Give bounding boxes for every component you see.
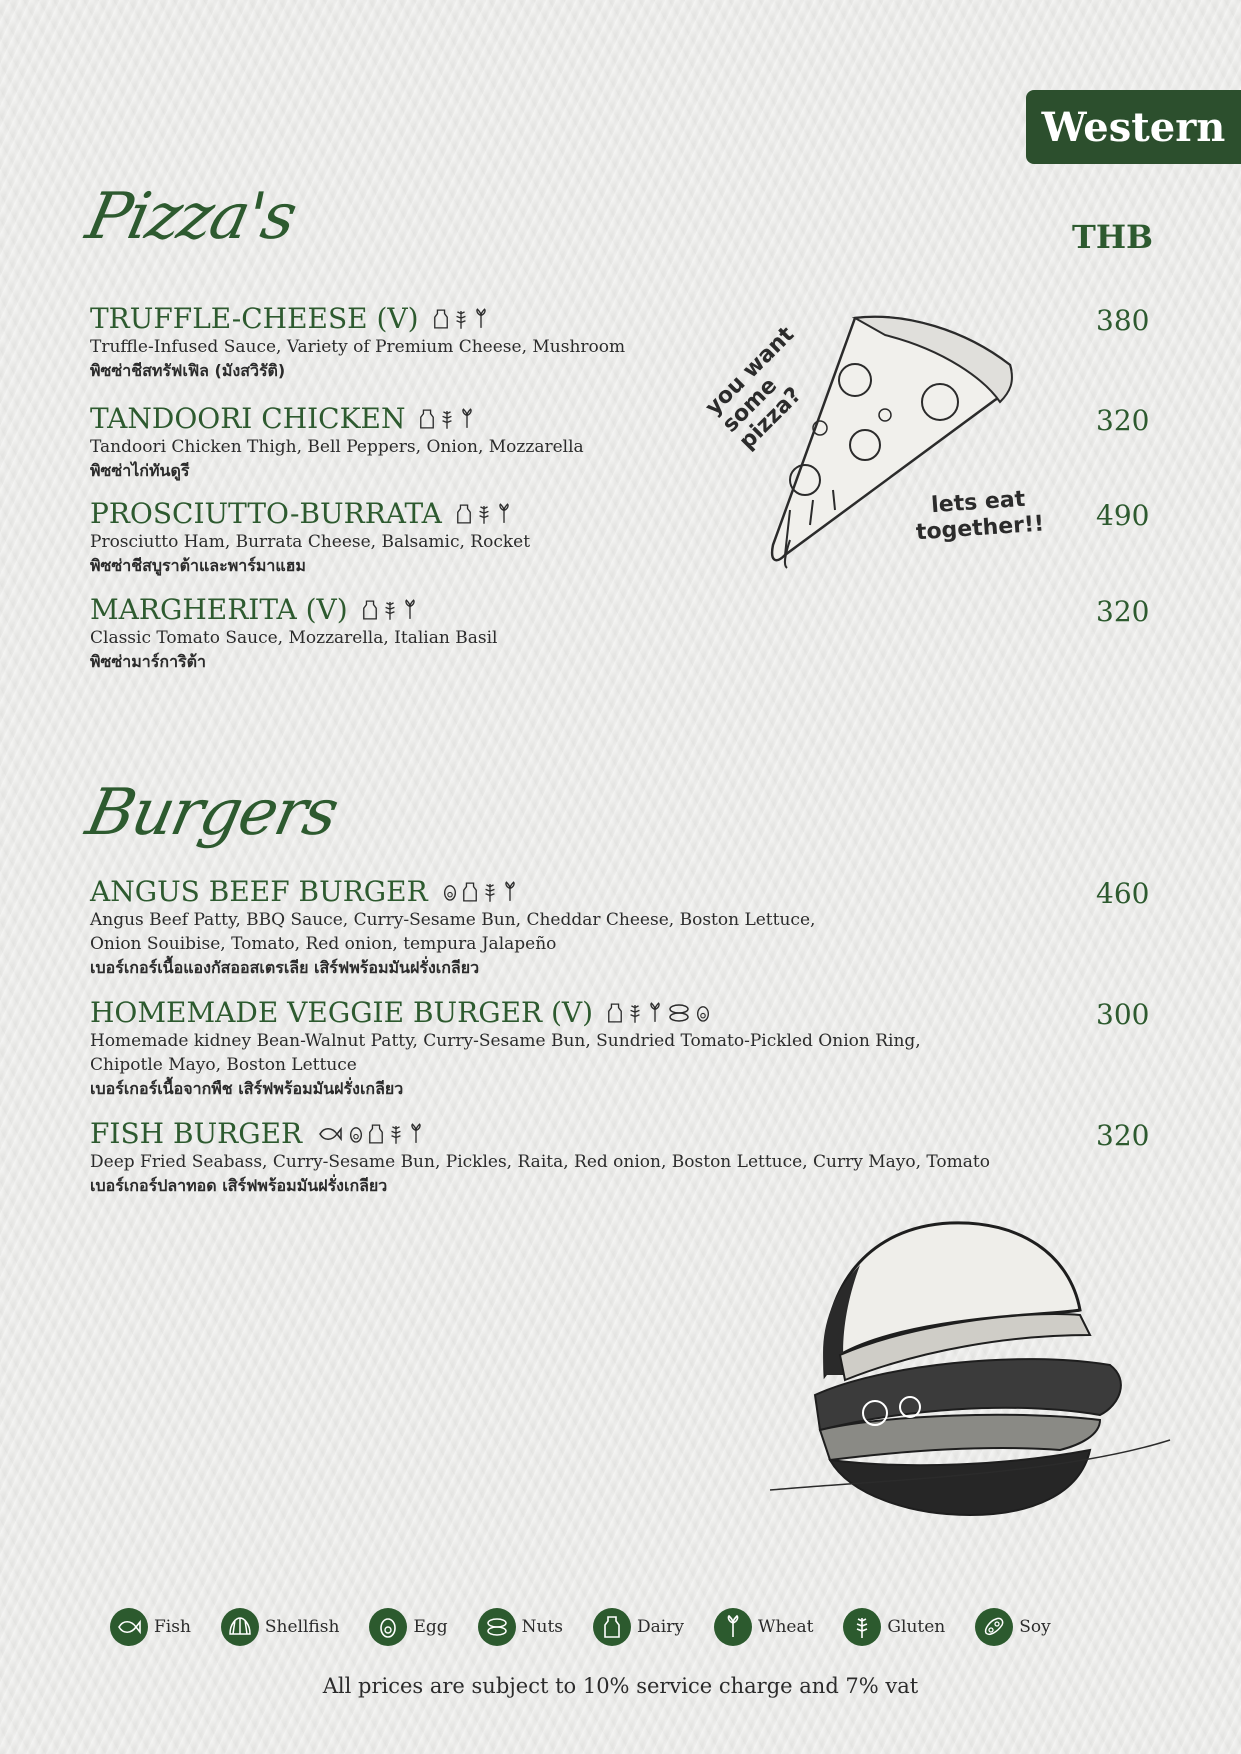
wheat-icon — [496, 502, 512, 526]
menu-item-truffle-cheese — [90, 302, 625, 383]
legend-item-shellfish: Shellfish — [221, 1608, 340, 1646]
legend-item-nuts: Nuts — [478, 1608, 563, 1646]
nuts-icon — [478, 1608, 516, 1646]
menu-item-margherita — [90, 593, 497, 674]
legend-item-dairy: Dairy — [593, 1608, 684, 1646]
legend-item-egg: Egg — [369, 1608, 447, 1646]
allergen-icons — [607, 1001, 711, 1025]
menu-item-fish-burger — [90, 1117, 990, 1198]
item-thai-name: พิซซ่ามาร์การิต้า — [90, 652, 207, 671]
wheat-icon — [473, 307, 489, 331]
nuts-icon — [667, 1002, 691, 1024]
item-thai-name: พิซซ่าชีสทรัฟเฟิล (มังสวิรัติ) — [90, 361, 286, 380]
gluten-icon — [843, 1608, 881, 1646]
currency-label: THB — [1072, 218, 1154, 256]
price-margherita: 320 — [1096, 595, 1150, 628]
egg-icon — [442, 880, 458, 904]
legend-item-wheat: Wheat — [714, 1608, 813, 1646]
menu-item-prosciutto-burrata — [90, 497, 530, 578]
item-description-2: Onion Souibise, Tomato, Red onion, tempura Jalapeño — [90, 934, 557, 954]
burger-illustration — [760, 1215, 1180, 1525]
item-description: Prosciutto Ham, Burrata Cheese, Balsamic, Rocket — [90, 532, 531, 552]
item-description-2: Chipotle Mayo, Boston Lettuce — [90, 1055, 357, 1075]
wheat-icon — [459, 407, 475, 431]
egg-icon — [369, 1608, 407, 1646]
allergen-icons — [433, 307, 489, 331]
legend-item-fish: Fish — [110, 1608, 191, 1646]
fish-icon — [110, 1608, 148, 1646]
item-description: Deep Fried Seabass, Curry-Sesame Bun, Pickles, Raita, Red onion, Boston Lettuce, Curry Mayo, Tomato — [90, 1152, 990, 1172]
allergen-legend — [110, 1608, 1150, 1646]
dairy-icon — [607, 1001, 623, 1025]
item-name: TANDOORI CHICKEN — [90, 402, 406, 435]
legend-item-soy: Soy — [975, 1608, 1051, 1646]
item-description: Truffle-Infused Sauce, Variety of Premium Cheese, Mushroom — [90, 337, 626, 357]
pizza-slice-illustration — [700, 310, 1045, 570]
menu-item-tandoori-chicken — [90, 402, 584, 483]
wheat-icon — [714, 1608, 752, 1646]
burger-icon — [760, 1215, 1180, 1525]
item-name: TRUFFLE-CHEESE (V) — [90, 302, 419, 335]
gluten-icon — [476, 502, 492, 526]
item-name: MARGHERITA (V) — [90, 593, 348, 626]
item-description: Tandoori Chicken Thigh, Bell Peppers, Onion, Mozzarella — [90, 437, 584, 457]
gluten-icon — [382, 598, 398, 622]
wheat-icon — [408, 1122, 424, 1146]
pizza-section-title: Pizza's — [80, 180, 302, 254]
shellfish-icon — [221, 1608, 259, 1646]
dairy-icon — [433, 307, 449, 331]
dairy-icon — [462, 880, 478, 904]
price-veggie-burger: 300 — [1096, 998, 1150, 1031]
wheat-icon — [502, 880, 518, 904]
menu-item-angus-beef-burger — [90, 875, 815, 980]
dairy-icon — [593, 1608, 631, 1646]
item-thai-name: พิซซ่าชีสบูราต้าและพาร์มาแฮม — [90, 556, 306, 575]
item-name: PROSCIUTTO-BURRATA — [90, 497, 442, 530]
pizza-sketch-text-2: lets eat together!! — [915, 486, 1045, 546]
price-tandoori-chicken: 320 — [1096, 404, 1150, 437]
item-name: HOMEMADE VEGGIE BURGER (V) — [90, 996, 594, 1029]
item-thai-name: เบอร์เกอร์เนื้อแองกัสออสเตรเลีย เสิร์ฟพร้อมมันฝรั่งเกลียว — [90, 958, 480, 977]
price-prosciutto-burrata: 490 — [1096, 499, 1150, 532]
gluten-icon — [439, 407, 455, 431]
allergen-icons — [442, 880, 518, 904]
gluten-icon — [482, 880, 498, 904]
gluten-icon — [627, 1001, 643, 1025]
item-description: Classic Tomato Sauce, Mozzarella, Italian Basil — [90, 628, 498, 648]
menu-item-veggie-burger — [90, 996, 921, 1101]
item-thai-name: เบอร์เกอร์ปลาทอด เสิร์ฟพร้อมมันฝรั่งเกลียว — [90, 1176, 388, 1195]
cuisine-tag: Western — [1026, 90, 1241, 164]
egg-icon — [348, 1122, 364, 1146]
item-description: Homemade kidney Bean-Walnut Patty, Curry-Sesame Bun, Sundried Tomato-Pickled Onion Ring, — [90, 1031, 921, 1051]
gluten-icon — [388, 1122, 404, 1146]
allergen-icons — [362, 598, 418, 622]
item-name: FISH BURGER — [90, 1117, 303, 1150]
item-description: Angus Beef Patty, BBQ Sauce, Curry-Sesame Bun, Cheddar Cheese, Boston Lettuce, — [90, 910, 816, 930]
item-thai-name: เบอร์เกอร์เนื้อจากพืช เสิร์ฟพร้อมมันฝรั่งเกลียว — [90, 1079, 404, 1098]
dairy-icon — [362, 598, 378, 622]
pizza-sketch-text: you want some pizza? — [700, 322, 807, 455]
price-fish-burger: 320 — [1096, 1119, 1150, 1152]
price-angus-beef-burger: 460 — [1096, 877, 1150, 910]
dairy-icon — [368, 1122, 384, 1146]
legend-item-gluten: Gluten — [843, 1608, 945, 1646]
allergen-icons — [456, 502, 512, 526]
item-name: ANGUS BEEF BURGER — [90, 875, 428, 908]
dairy-icon — [456, 502, 472, 526]
burger-section-title: Burgers — [80, 776, 343, 850]
wheat-icon — [402, 598, 418, 622]
price-truffle-cheese: 380 — [1096, 304, 1150, 337]
allergen-icons — [316, 1122, 424, 1146]
gluten-icon — [453, 307, 469, 331]
item-thai-name: พิซซ่าไก่ทันดูรี — [90, 461, 190, 480]
service-charge-note: All prices are subject to 10% service charge and 7% vat — [322, 1674, 919, 1698]
dairy-icon — [419, 407, 435, 431]
soy-icon — [975, 1608, 1013, 1646]
fish-icon — [316, 1124, 344, 1144]
egg-icon — [695, 1001, 711, 1025]
wheat-icon — [647, 1001, 663, 1025]
allergen-icons — [419, 407, 475, 431]
